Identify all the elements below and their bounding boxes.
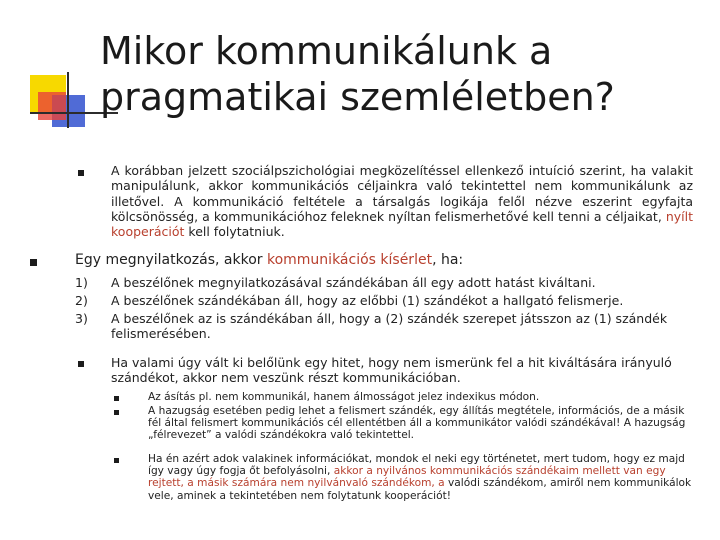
slide-title-line1: Mikor kommunikálunk a — [100, 29, 553, 73]
slide-title — [100, 28, 700, 120]
condition-item: A beszélőnek az is szándékában áll, hogy a (2) szándék szerepet játsszon az (1) szándék felismerésében. — [111, 311, 668, 342]
paragraph-manipulation — [111, 163, 693, 239]
decor-red-square — [38, 92, 66, 120]
paragraph-belief: Ha valami úgy vált ki belőlünk egy hitet, hogy nem ismerünk fel a hit kiváltására irányuló szándékot, akkor nem veszünk részt kommunikációban. — [111, 355, 672, 386]
heading-end: , ha: — [432, 252, 464, 268]
sub-item-hidden-intent-text: Ha én azért adok valakinek információkat, mondok el neki egy történetet, mert tudom, hogy ez majd így vagy úgy fogja őt befolyásolni, — [148, 453, 685, 478]
condition-item: A beszélőnek szándékában áll, hogy az előbbi (1) szándékot a hallgató felismerje. — [111, 293, 624, 308]
paragraph-manipulation-text: A korábban jelzett szociálpszichológiai megközelítéssel ellenkező intuíció szerint, ha valakit manipulálunk, akkor kommunikációs céljainkra való tekintettel nem kommunikálunk az illetővel. A kommunikáció feltétele a társalgás logikája felől nézve eszerint egyfajta kölcsönösség, a kommunikációhoz feleknek nyíltan felismerhetővé kell tenni a céljaikat, — [111, 163, 693, 224]
heading-text: Egy megnyilatkozás, akkor — [75, 252, 267, 268]
condition-item: A beszélőnek megnyilatkozásával szándékában áll egy adott hatást kiváltani. — [111, 275, 596, 290]
bullet-square — [114, 410, 119, 415]
communication-attempt-heading — [75, 252, 695, 268]
paragraph-manipulation-end: kell folytatniuk. — [184, 224, 285, 240]
condition-number: 2) — [75, 293, 88, 308]
sub-item-hidden-intent — [148, 453, 693, 502]
bullet-square — [78, 170, 84, 176]
highlight-hidden-intent: akkor a nyilvános kommunikációs szándékaim mellett van egy rejtett, a másik számára nem nyilvánvaló szándékom, a — [148, 465, 666, 490]
sub-item-lie: A hazugság esetében pedig lehet a felismert szándék, egy állítás megtétele, információs, de a másik fél által felismert kommunikációs cél ellentétben áll a kommunikátor valódi szándékával! A hazugság „félrevezet” a valódi szándékokra való tekintettel. — [148, 405, 686, 442]
highlight-communication-attempt: kommunikációs kísérlet — [266, 252, 433, 268]
condition-number: 1) — [75, 275, 88, 290]
bullet-square — [114, 396, 119, 401]
sub-item-hidden-intent-end: valódi szándékom, amiről nem kommunikálok vele, aminek a tekintetében nem folytatunk kooperációt! — [148, 477, 692, 502]
bullet-square — [78, 361, 84, 367]
highlight-open-cooperation: nyílt kooperációt — [111, 208, 693, 240]
bullet-square — [30, 259, 37, 266]
condition-number: 3) — [75, 311, 88, 326]
decor-vertical-line — [67, 72, 69, 128]
bullet-square — [114, 458, 119, 463]
sub-item-yawning: Az ásítás pl. nem kommunikál, hanem álmosságot jelez indexikus módon. — [148, 391, 540, 403]
slide-title-line2: pragmatikai szemléletben? — [100, 75, 615, 119]
